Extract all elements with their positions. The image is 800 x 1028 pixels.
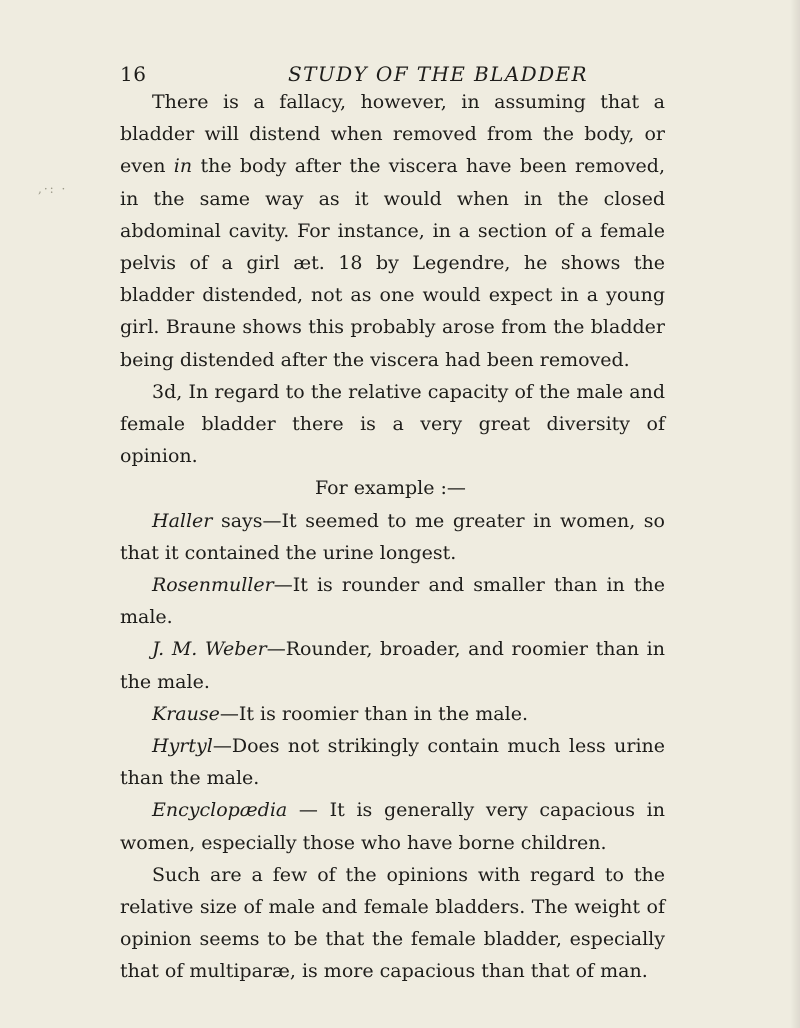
opinion-encyclopaedia bbox=[120, 794, 665, 858]
margin-mark: ,·: · bbox=[38, 182, 68, 196]
opinion-text: —It is rounder and smaller than in the male. bbox=[120, 574, 665, 629]
body-text bbox=[120, 86, 665, 988]
opinion-author: Hyrtyl bbox=[152, 735, 213, 758]
opinion-text: —Rounder, broader, and roomier than in the male. bbox=[120, 638, 666, 693]
paragraph-fallacy-part-2: the body after the viscera have been removed, in the same way as it would when in the closed abdominal cavity. For instance, in a section of a female pelvis of a girl æt. 18 by Legendre, he shows the bladder distended, not as one would expect in a young girl. Braune shows this probably arose from the bladder being distended after the viscera had been removed. bbox=[120, 155, 666, 371]
opinion-text: says—It seemed to me greater in women, so that it contained the urine longest. bbox=[120, 509, 665, 564]
page-header bbox=[120, 62, 665, 86]
paragraph-for-example: For example :— bbox=[315, 477, 466, 500]
running-title: STUDY OF THE BLADDER bbox=[288, 62, 589, 86]
opinion-weber bbox=[120, 633, 665, 697]
page-number: 16 bbox=[120, 62, 147, 86]
opinion-author: Rosenmuller bbox=[152, 574, 274, 597]
opinion-author: Encyclopædia bbox=[152, 799, 288, 822]
opinion-author: J. M. Weber bbox=[152, 638, 267, 661]
opinion-author: Haller bbox=[152, 509, 213, 532]
paragraph-fallacy-part-1: There is a fallacy, however, in assuming that a bladder will distend when removed from the body, or even bbox=[120, 91, 665, 178]
opinion-text: — It is generally very capacious in women, especially those who have borne children. bbox=[120, 799, 665, 854]
page-edge-shadow bbox=[790, 0, 800, 1028]
paragraph-conclusion: Such are a few of the opinions with regard to the relative size of male and female bladders. The weight of opinion seems to be that the female bladder, especially that of multiparæ, is more capacious than that of man. bbox=[120, 863, 665, 983]
opinion-hyrtyl bbox=[120, 730, 665, 794]
opinion-text: —It is roomier than in the male. bbox=[219, 702, 528, 725]
paragraph-fallacy bbox=[120, 86, 665, 376]
opinion-krause bbox=[120, 698, 665, 730]
opinion-author: Krause bbox=[152, 702, 220, 725]
opinion-rosenmuller bbox=[120, 569, 665, 633]
paragraph-fallacy-italic: in bbox=[173, 155, 193, 178]
opinion-haller bbox=[120, 505, 665, 569]
paragraph-capacity: 3d, In regard to the relative capacity of the male and female bladder there is a very great diversity of opinion. bbox=[120, 380, 665, 468]
opinion-text: —Does not strikingly contain much less urine than the male. bbox=[120, 735, 665, 790]
